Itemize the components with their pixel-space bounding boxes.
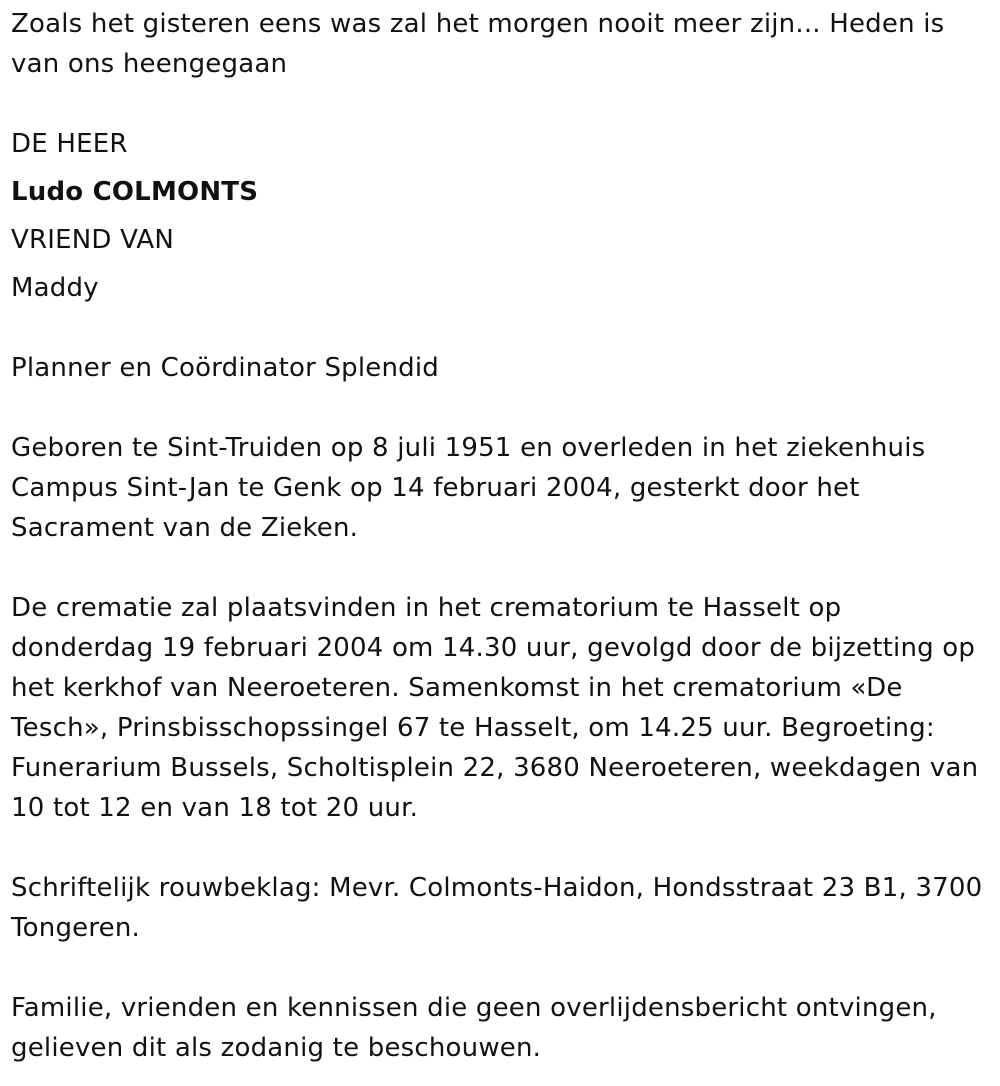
condolences-text: Schriftelijk rouwbeklag: Mevr. Colmonts-Haidon, Hondsstraat 23 B1, 3700 Tongeren. xyxy=(11,873,983,943)
honorific-title: DE HEER xyxy=(11,129,128,159)
closing-text: Familie, vrienden en kennissen die geen overlijdensbericht ontvingen, gelieven dit als zodanig te beschouwen. xyxy=(11,993,937,1063)
deceased-block xyxy=(11,124,988,308)
occupation-text: Planner en Coördinator Splendid xyxy=(11,353,440,383)
birth-death-text: Geboren te Sint-Truiden op 8 juli 1951 en overleden in het ziekenhuis Campus Sint-Jan te Genk op 14 februari 2004, gesterkt door het Sacrament van de Zieken. xyxy=(11,433,926,543)
intro-text: Zoals het gisteren eens was zal het morgen nooit meer zijn... Heden is van ons heengegaan xyxy=(11,9,945,79)
relation-name: Maddy xyxy=(11,273,99,303)
deceased-name: Ludo COLMONTS xyxy=(11,177,259,207)
ceremony-text: De crematie zal plaatsvinden in het crematorium te Hasselt op donderdag 19 februari 2004 om 14.30 uur, gevolgd door de bijzetting op het kerkhof van Neeroeteren. Samenkomst in het crematorium «De Tesch», Prinsbisschopssingel 67 te Hasselt, om 14.25 uur. Begroeting: Funerarium Bussels, Scholtisplein 22, 3680 Neeroeteren, weekdagen van 10 tot 12 en van 18 tot 20 uur. xyxy=(11,593,979,823)
relation-label: VRIEND VAN xyxy=(11,225,175,255)
